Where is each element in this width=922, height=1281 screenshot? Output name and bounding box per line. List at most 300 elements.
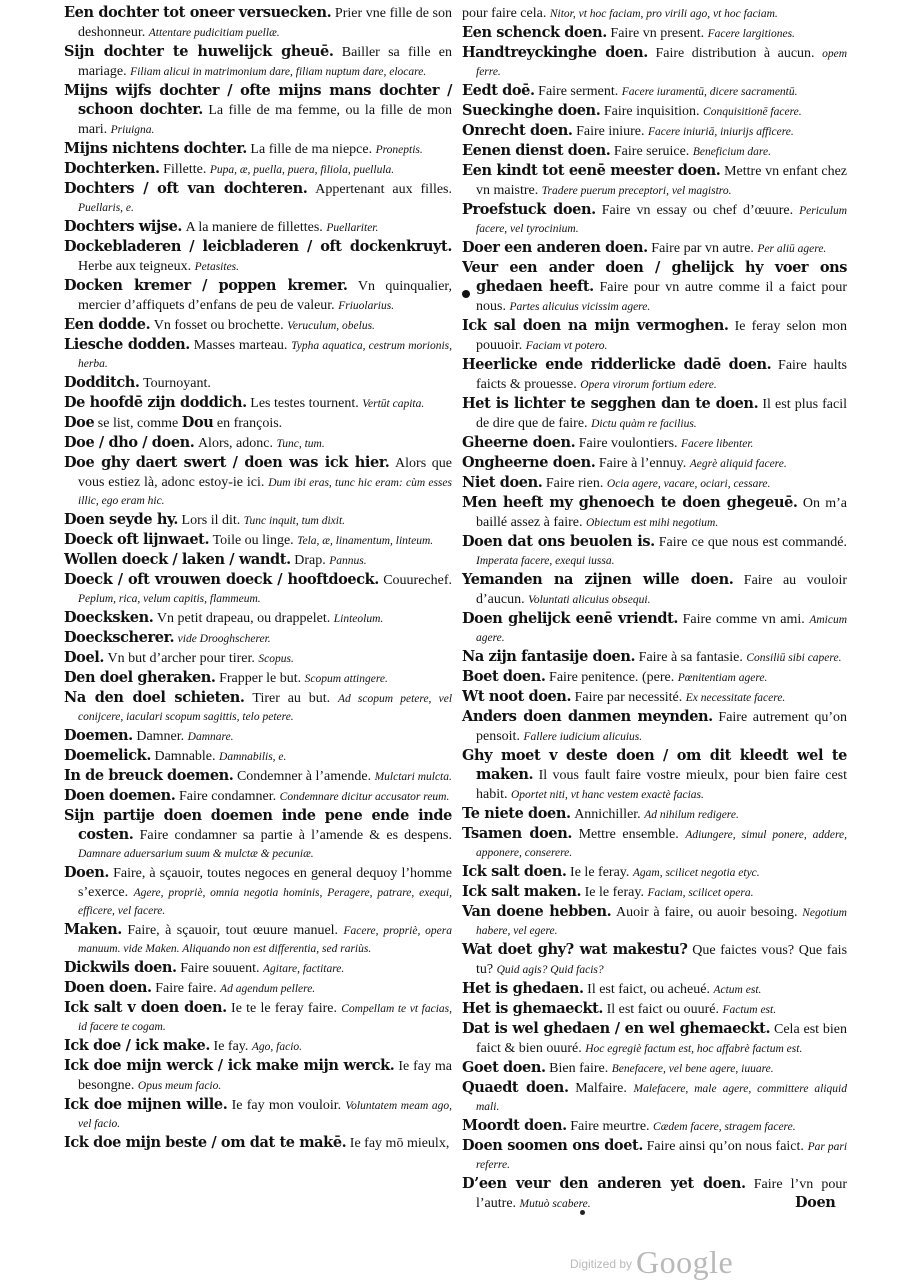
latin-gloss: Factum est. [722,1004,777,1016]
latin-gloss: Ocia agere, vacare, ociari, cessare. [606,478,771,490]
dictionary-entry [462,1020,847,1058]
french-gloss: Faire par vn autre. [651,241,754,256]
dutch-headword: Sijn dochter te huwelijck gheuē. [64,43,334,60]
dictionary-entry [462,356,847,394]
dutch-headword: Doecksken. [64,609,154,626]
dutch-headword: Doen doen. [64,979,152,996]
dictionary-entry [64,1134,452,1153]
latin-gloss: Voluntatem meam ago, vel facio. [78,1100,452,1130]
dutch-headword: Goet doen. [462,1059,546,1076]
dutch-headword: In de breuck doemen. [64,767,234,784]
latin-gloss: Tela, æ, linamentum, linteum. [297,535,434,547]
dictionary-entry [462,474,847,493]
dutch-headword: Mijns wijfs dochter / ofte mijns mans dochter / schoon dochter. [64,82,452,118]
dutch-headword: Ick sal doen na mijn vermoghen. [462,317,729,334]
dictionary-entry [64,787,452,806]
dictionary-entry [64,140,452,159]
french-gloss: Faire ce que nous est commandé. [658,535,848,550]
dictionary-entry [462,648,847,667]
dictionary-entry [462,747,847,804]
latin-gloss: Filiam alicui in matrimonium dare, filiam nuptum dare, elocare. [130,66,427,78]
latin-gloss: Scopus. [258,653,294,665]
french-gloss: Prier vne fille de son deshonneur. [78,6,453,40]
latin-gloss: Malefacere, male agere, committere aliquid mali. [476,1083,848,1113]
dictionary-entry [64,4,452,42]
latin-gloss: Consiliū sibi capere. [746,652,842,664]
dictionary-entry [462,82,847,101]
dutch-headword: Van doene hebben. [462,903,612,920]
french-gloss: Faire à sa fantasie. [638,650,743,665]
dutch-headword: Yemanden na zijnen wille doen. [462,571,734,588]
dutch-headword: Veur een ander doen / ghelijck hy voer ons ghedaen heeft. [462,259,847,295]
french-gloss: Toile ou linge. [212,533,294,548]
dutch-headword: Maken. [64,921,122,938]
dictionary-entry [64,160,452,179]
french-gloss: Vn but d’archer pour tirer. [107,651,255,666]
dictionary-entry [64,649,452,668]
french-gloss: Frapper le but. [219,671,302,686]
french-gloss: Masses marteau. [193,338,288,353]
latin-gloss: Opera virorum fortium edere. [580,379,717,391]
dictionary-entry [64,571,452,608]
french-gloss: Faire condamner sa partie à l’amende & es despens. [139,828,453,843]
latin-gloss: Par pari referre. [476,1141,848,1171]
dutch-headword-extra: Dou [181,414,214,431]
latin-gloss: Friuolarius. [338,300,395,312]
dictionary-entry [64,864,452,920]
french-gloss: Auoir à faire, ou auoir besoing. [616,905,798,920]
dutch-headword: Heerlicke ende ridderlicke dadē doen. [462,356,772,373]
latin-gloss: Facere, propriè, opera manuum. vide Maken. Aliquando non est differentia, sed rariùs. [78,925,452,955]
latin-gloss: Compellam te vt facias, id facere te cogam. [78,1003,453,1033]
dictionary-entry [462,533,847,570]
dutch-headword: Een schenck doen. [462,24,607,41]
latin-gloss: Facere iniuriā, iniurijs afficere. [648,126,794,138]
dutch-headword: Onrecht doen. [462,122,573,139]
dictionary-entry [462,941,847,979]
dictionary-entry [64,180,452,217]
dictionary-entry [462,434,847,453]
dutch-headword: Doer een anderen doen. [462,239,648,256]
latin-gloss: Amicum agere. [476,614,847,644]
latin-gloss: Dum ibi eras, tunc hic eram: cùm esses illic, ego eram hic. [78,477,452,507]
latin-gloss: Agam, scilicet negotia etyc. [632,867,760,879]
dictionary-entry [462,239,847,258]
dutch-headword: Dochters wijse. [64,218,183,235]
dictionary-entry [64,999,452,1036]
french-gloss: Faire autrement qu’on pensoit. [476,710,847,744]
french-gloss: Faire iniure. [576,124,645,139]
french-gloss: Ie fay. [213,1039,249,1054]
dictionary-entry [462,805,847,824]
dutch-headword: Dodditch. [64,374,140,391]
margin-bullet-mark [462,290,470,298]
dutch-headword: Doen dat ons beuolen is. [462,533,655,550]
dictionary-entry [462,1079,847,1116]
dutch-headword: Doe ghy daert swert / doen was ick hier. [64,454,390,471]
dictionary-entry [462,610,847,647]
french-gloss: se list, comme [97,416,179,431]
dictionary-entry [64,689,452,726]
left-column [64,4,452,1154]
dictionary-entry [64,1096,452,1133]
latin-gloss: Petasites. [194,261,240,273]
dutch-headword: Sueckinghe doen. [462,102,601,119]
dutch-headword: Doeckscherer. [64,629,175,646]
french-gloss: Faire vn essay ou chef d’œuure. [601,203,794,218]
latin-gloss: Pœnitentiam agere. [677,672,768,684]
dutch-headword: Moordt doen. [462,1117,567,1134]
dutch-headword: Ghy moet v deste doen / om dit kleedt wel te maken. [462,747,847,783]
french-gloss: Ie le feray. [584,885,644,900]
latin-gloss: Attentare pudicitiam puellæ. [148,27,280,39]
dictionary-entry [64,454,452,510]
latin-gloss: Pannus. [329,555,367,567]
latin-gloss: Quid agis? Quid facis? [496,964,604,976]
latin-gloss: Tunc inquit, tum dixit. [243,515,346,527]
latin-gloss: Peplum, rica, velum capitis, flammeum. [78,593,261,605]
dictionary-entry [462,668,847,687]
dutch-headword: Dat is wel ghedaen / en wel ghemaeckt. [462,1020,771,1037]
dutch-headword: Dockebladeren / leicbladeren / oft dockenkruyt. [64,238,452,255]
latin-gloss: Damnabilis, e. [219,751,287,763]
latin-gloss: opem ferre. [476,48,848,78]
dutch-headword: Liesche dodden. [64,336,190,353]
french-gloss: Tirer au but. [252,691,331,706]
dutch-headword: Doen ghelijck eenē vriendt. [462,610,679,627]
dutch-headword: Doeck oft lijnwaet. [64,531,210,548]
watermark-prefix: Digitized by [570,1257,633,1271]
latin-gloss: Hoc egregiè factum est, hoc affabrè factum est. [585,1043,803,1055]
french-gloss: La fille de ma femme, ou la fille de mon mari. [78,103,452,137]
latin-gloss: Agitare, factitare. [263,963,345,975]
french-gloss: Annichiller. [574,807,641,822]
dictionary-entry [462,4,847,23]
french-gloss: Bien faire. [549,1061,609,1076]
latin-gloss: Ad nihilum redigere. [644,809,739,821]
french-gloss: Mettre vn enfant chez vn maistre. [476,164,848,198]
dutch-headword: Doemen. [64,727,133,744]
dictionary-entry [462,142,847,161]
french-gloss: Alors que vous estiez là, adonc estoy-ie ici. [78,456,453,490]
french-gloss: Drap. [294,553,326,568]
latin-gloss: Ad agendum pellere. [220,983,316,995]
latin-gloss: Scopum attingere. [304,673,388,685]
dictionary-entry [64,727,452,746]
french-gloss: pour faire cela. [462,6,547,21]
dutch-headword: Mijns nichtens dochter. [64,140,247,157]
latin-gloss: Pupa, æ, puella, puera, filiola, puellula. [209,164,395,176]
latin-gloss: vide Drooghscherer. [177,633,271,645]
watermark-brand: Google [636,1244,734,1280]
dictionary-entry [64,374,452,393]
french-gloss: Faire serment. [538,84,619,99]
dutch-headword: Doen. [64,864,110,881]
french-gloss-extra: (pere. [641,670,675,685]
dictionary-entry [64,511,452,530]
dictionary-entry [462,1000,847,1019]
dutch-headword: Een dodde. [64,316,151,333]
french-gloss: Alors, adonc. [197,436,273,451]
dictionary-entry [462,1175,847,1213]
dutch-headword: Den doel gheraken. [64,669,216,686]
latin-gloss: Imperata facere, exequi iussa. [476,555,615,567]
french-gloss: Ie te le feray faire. [231,1001,337,1016]
latin-gloss: Facere largitiones. [707,28,795,40]
dictionary-entry [462,395,847,433]
latin-gloss: Opus meum facio. [137,1080,222,1092]
latin-gloss: Damnare aduersarium suum & mulctæ & pecuniæ. [78,848,314,860]
latin-gloss: Faciam, scilicet opera. [647,887,754,899]
dictionary-entry [462,494,847,532]
dutch-headword: Docken kremer / poppen kremer. [64,277,348,294]
latin-gloss: Veruculum, obelus. [287,320,375,332]
french-gloss: Herbe aux teigneux. [78,259,192,274]
french-gloss: Mettre ensemble. [578,827,679,842]
french-gloss: Que faictes vous? Que fais tu? [476,943,848,977]
latin-gloss: Mulctari mulcta. [374,771,452,783]
dictionary-entry [64,767,452,786]
dictionary-entry [462,708,847,746]
latin-gloss: Proneptis. [375,144,423,156]
dictionary-entry [64,394,452,413]
dutch-headword: Doen doemen. [64,787,176,804]
french-gloss: Faire, à sçauoir, toutes negoces en general dequoy l’homme s’exerce. [78,866,453,900]
french-gloss: Les testes tournent. [250,396,359,411]
dutch-headword: Eenen dienst doen. [462,142,611,159]
french-gloss: Faire comme vn ami. [682,612,805,627]
latin-gloss: Nitor, vt hoc faciam, pro virili ago, vt hoc faciam. [549,8,778,20]
dictionary-entry [64,807,452,863]
french-gloss: Tournoyant. [143,376,211,391]
dutch-headword: Wt noot doen. [462,688,572,705]
latin-gloss: Typha aquatica, cestrum morionis, herba. [78,340,453,370]
dutch-headword: Men heeft my ghenoech te doen ghegeuē. [462,494,798,511]
french-gloss: Vn petit drapeau, ou drappelet. [156,611,331,626]
dictionary-entry [462,44,847,81]
dutch-headword: Het is lichter te segghen dan te doen. [462,395,759,412]
latin-gloss: Obiectum est mihi negotium. [586,517,719,529]
french-gloss: Faire rien. [545,476,604,491]
french-gloss: Faire souuent. [180,961,260,976]
latin-gloss: Periculum facere, vel tyrocinium. [476,205,848,235]
dictionary-entry [64,238,452,276]
french-gloss: Faire à l’ennuy. [598,456,687,471]
dutch-headword: Het is ghedaen. [462,980,584,997]
latin-gloss: Negotium habere, vel egere. [476,907,847,937]
french-gloss: A la maniere de fillettes. [185,220,323,235]
dutch-headword: Doen soomen ons doet. [462,1137,643,1154]
french-gloss: Condemner à l’amende. [236,769,372,784]
dutch-headword: Na zijn fantasije doen. [462,648,636,665]
dutch-headword: Ick salt doen. [462,863,567,880]
dutch-headword: Doe [64,414,95,431]
french-gloss: Ie fay ma besongne. [78,1059,453,1093]
dictionary-entry [462,1137,847,1174]
latin-gloss: Voluntati alicuius obsequi. [528,594,651,606]
dutch-headword: Ick doe mijn beste / om dat te makē. [64,1134,347,1151]
latin-gloss: Benefacere, vel bene agere, iuuare. [611,1063,774,1075]
latin-gloss: Adiungere, simul ponere, addere, apponere, conserere. [476,829,848,859]
dictionary-entry [64,82,452,139]
dutch-headword: Proefstuck doen. [462,201,596,218]
dutch-headword: Handtreyckinghe doen. [462,44,648,61]
digitized-watermark [570,1244,733,1281]
catchword: Doen [795,1194,836,1211]
french-gloss: Faire l’vn pour l’autre. [476,1177,848,1211]
latin-gloss: Faciam vt potero. [525,340,608,352]
dutch-headword: Quaedt doen. [462,1079,569,1096]
french-gloss: Ie feray selon mon pouuoir. [476,319,847,353]
french-gloss: Faire ainsi qu’on nous faict. [646,1139,804,1154]
french-gloss: Faire inquisition. [603,104,700,119]
dictionary-entry [462,1059,847,1078]
dutch-headword: Wat doet ghy? wat makestu? [462,941,688,958]
right-column [462,4,847,1214]
latin-gloss: Beneficium dare. [692,146,771,158]
ink-dot-mark [580,1210,585,1215]
french-gloss: Il est plus facil de dire que de faire. [476,397,848,431]
latin-gloss: Aegrè aliquid facere. [689,458,787,470]
dictionary-entry [64,609,452,628]
dictionary-entry [64,434,452,453]
dutch-headword: Eedt doē. [462,82,535,99]
dictionary-entry [462,883,847,902]
latin-gloss: Facere iuramentū, dicere sacramentū. [621,86,798,98]
dictionary-entry [462,571,847,609]
latin-gloss: Tunc, tum. [276,438,325,450]
french-gloss: Couurechef. [383,573,453,588]
french-gloss: Ie fay mō mieulx, [349,1136,450,1151]
french-gloss: Faire voulontiers. [578,436,678,451]
dictionary-entry [462,317,847,355]
latin-gloss: Linteolum. [333,613,384,625]
dictionary-entry [64,43,452,81]
latin-gloss: Conquisitionē facere. [703,106,802,118]
dutch-headword: Ick salt v doen doen. [64,999,227,1016]
dictionary-entry [64,551,452,570]
french-gloss: Faire faire. [155,981,217,996]
dictionary-entry [64,414,452,433]
dictionary-entry [462,259,847,316]
latin-gloss: Oportet niti, vt hanc vestem exactè facias. [511,789,704,801]
french-gloss: Cela est bien faict & bien ouuré. [476,1022,848,1056]
dutch-headword: Ick doe / ick make. [64,1037,211,1054]
french-gloss: Vn quinqualier, mercier d’affiquets d’enfans de peu de valeur. [78,279,453,313]
dictionary-entry [64,277,452,315]
latin-gloss: Cædem facere, stragem facere. [653,1121,796,1133]
dutch-headword: Doe / dho / doen. [64,434,195,451]
dictionary-entry [462,24,847,43]
dictionary-entry [64,316,452,335]
latin-gloss: Damnare. [187,731,234,743]
dictionary-entry [64,959,452,978]
latin-gloss: Ago, facio. [251,1041,303,1053]
latin-gloss: Mutuò scabere. [519,1198,591,1210]
dutch-headword: Doen seyde hy. [64,511,179,528]
dutch-headword: Dickwils doen. [64,959,177,976]
dutch-headword: De hoofdē zijn doddich. [64,394,247,411]
french-gloss-extra: en françois. [216,416,283,431]
latin-gloss: Priuigna. [110,124,155,136]
dutch-headword: Boet doen. [462,668,546,685]
french-gloss: Faire vn present. [610,26,705,41]
latin-gloss: Tradere puerum preceptori, vel magistro. [541,185,732,197]
french-gloss: Damner. [136,729,185,744]
french-gloss: Faire, à sçauoir, tout œuure manuel. [127,923,339,938]
french-gloss: Faire par necessité. [574,690,683,705]
latin-gloss: Fallere iudicium alicuius. [523,731,643,743]
french-gloss: Il est faict, ou acheué. [587,982,710,997]
dutch-headword: Sijn partije doen doemen inde pene ende inde costen. [64,807,452,843]
dictionary-entry [462,102,847,121]
dictionary-entry [64,218,452,237]
dutch-headword: Wollen doeck / laken / wandt. [64,551,291,568]
french-gloss: Faire condamner. [178,789,277,804]
dictionary-entry [64,747,452,766]
dutch-headword: Te niete doen. [462,805,571,822]
dutch-headword: Anders doen danmen meynden. [462,708,713,725]
dutch-headword: Doeck / oft vrouwen doeck / hooftdoeck. [64,571,379,588]
dictionary-entry [64,1057,452,1095]
dictionary-entry [462,201,847,238]
french-gloss: Fillette. [163,162,207,177]
dictionary-entry [64,669,452,688]
dutch-headword: Een kindt tot eenē meester doen. [462,162,721,179]
dictionary-entry [64,979,452,998]
latin-gloss: Dictu quàm re facilius. [591,418,697,430]
latin-gloss: Actum est. [713,984,762,996]
dictionary-entry [64,1037,452,1056]
french-gloss: Malfaire. [575,1081,627,1096]
french-gloss: Faire meurtre. [570,1119,650,1134]
dutch-headword: D’een veur den anderen yet doen. [462,1175,746,1192]
dutch-headword: Ick doe mijnen wille. [64,1096,228,1113]
dutch-headword: Het is ghemaeckt. [462,1000,604,1017]
dutch-headword: Een dochter tot oneer versuecken. [64,4,332,21]
dictionary-entry [462,825,847,862]
dictionary-entry [64,629,452,648]
french-gloss: Lors il dit. [181,513,241,528]
dutch-headword: Doel. [64,649,105,666]
dutch-headword: Tsamen doen. [462,825,573,842]
french-gloss: Il est faict ou ouuré. [606,1002,719,1017]
dutch-headword: Doemelick. [64,747,151,764]
french-gloss: On m’a baillé assez à faire. [476,496,847,530]
french-gloss: Ie le feray. [570,865,630,880]
latin-gloss: Agere, propriè, omnia negotia hominis, Peragere, patrare, exequi, efficere, vel facere. [78,887,453,917]
french-gloss: Faire seruice. [613,144,690,159]
latin-gloss: Ex necessitate facere. [685,692,786,704]
french-gloss: Il vous fault faire vostre mieulx, pour bien faire cest habit. [476,768,847,802]
dutch-headword: Na den doel schieten. [64,689,245,706]
french-gloss: Faire au vouloir d’aucun. [476,573,848,607]
dictionary-entry [462,454,847,473]
dutch-headword: Dochters / oft van dochteren. [64,180,308,197]
latin-gloss: Puellariter. [326,222,379,234]
dictionary-entry [64,921,452,958]
latin-gloss: Puellaris, e. [78,202,134,214]
dutch-headword: Niet doen. [462,474,543,491]
french-gloss: Bailler sa fille en mariage. [78,45,452,79]
french-gloss: Vn fosset ou brochette. [153,318,284,333]
french-gloss: Faire penitence. [549,670,639,685]
latin-gloss: Facere libenter. [681,438,754,450]
french-gloss: La fille de ma niepce. [250,142,373,157]
dictionary-entry [462,122,847,141]
latin-gloss: Vertūt capita. [362,398,425,410]
dutch-headword: Ick salt maken. [462,883,582,900]
